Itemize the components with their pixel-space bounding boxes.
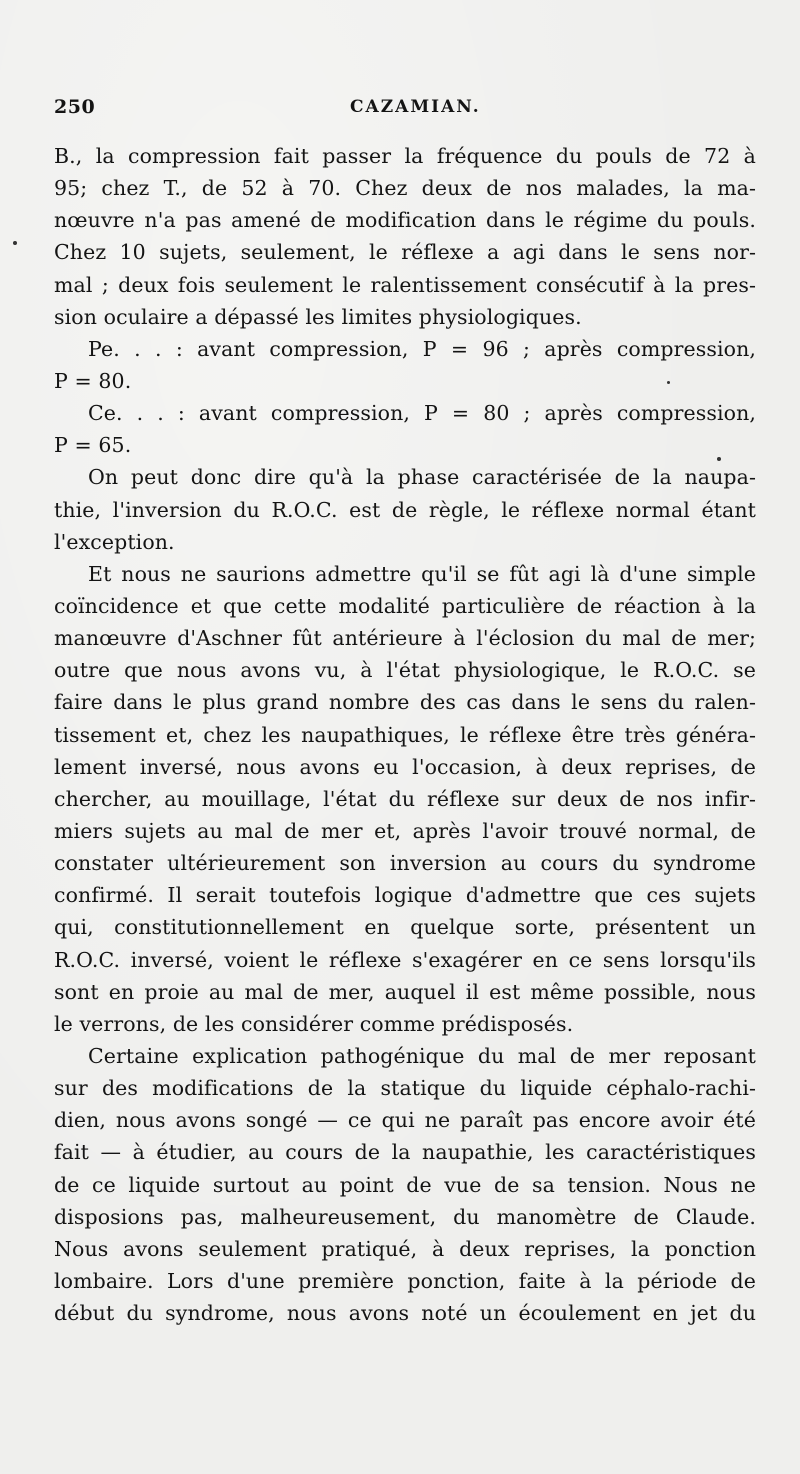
text-line: sur des modifications de la statique du liquide céphalo-rachi-	[54, 1076, 756, 1101]
text-line: dien, nous avons songé — ce qui ne paraît pas encore avoir été	[54, 1108, 756, 1133]
text-line: On peut donc dire qu'à la phase caractérisée de la naupa-	[88, 465, 756, 490]
page-header	[54, 96, 754, 126]
text-line: coïncidence et que cette modalité particulière de réaction à la	[54, 593, 756, 618]
text-line: mal ; deux fois seulement le ralentissement consécutif à la pres-	[54, 272, 756, 297]
text-line: faire dans le plus grand nombre des cas dans le sens du ralen-	[54, 690, 756, 715]
text-line: le verrons, de les considérer comme prédisposés.	[54, 1011, 574, 1036]
text-line: Certaine explication pathogénique du mal de mer reposant	[88, 1043, 756, 1068]
text-line: P = 65.	[54, 433, 132, 458]
text-line: sion oculaire a dépassé les limites physiologiques.	[54, 304, 582, 329]
text-line: lombaire. Lors d'une première ponction, faite à la période de	[54, 1268, 756, 1293]
text-line: constater ultérieurement son inversion au cours du syndrome	[54, 851, 756, 876]
text-line: manœuvre d'Aschner fût antérieure à l'éclosion du mal de mer;	[54, 626, 756, 651]
text-line: chercher, au mouillage, l'état du réflexe sur deux de nos infir-	[54, 786, 756, 811]
text-line: R.O.C. inversé, voient le réflexe s'exagérer en ce sens lorsqu'ils	[54, 947, 756, 972]
text-line: outre que nous avons vu, à l'état physiologique, le R.O.C. se	[54, 658, 756, 683]
text-line: disposions pas, malheureusement, du manomètre de Claude.	[54, 1204, 756, 1229]
text-line: l'exception.	[54, 529, 175, 554]
scan-speck	[13, 241, 17, 245]
text-line: B., la compression fait passer la fréquence du pouls de 72 à	[54, 144, 756, 168]
text-line: P = 80.	[54, 368, 132, 393]
text-line: qui, constitutionnellement en quelque sorte, présentent un	[54, 915, 756, 940]
text-line: sont en proie au mal de mer, auquel il est même possible, nous	[54, 979, 756, 1004]
text-line: thie, l'inversion du R.O.C. est de règle, le réflexe normal étant	[54, 497, 756, 522]
text-line: 95; chez T., de 52 à 70. Chez deux de nos malades, la ma-	[54, 176, 756, 201]
scan-speck	[717, 457, 721, 461]
text-line: confirmé. Il serait toutefois logique d'admettre que ces sujets	[54, 883, 756, 908]
text-line: Chez 10 sujets, seulement, le réflexe a agi dans le sens nor-	[54, 240, 756, 265]
running-head: CAZAMIAN.	[350, 97, 481, 117]
text-line: Et nous ne saurions admettre qu'il se fût agi là d'une simple	[88, 561, 756, 586]
text-line: Pe. . . : avant compression, P = 96 ; après compression,	[88, 336, 756, 361]
body-text	[54, 140, 756, 1329]
text-line: Ce. . . : avant compression, P = 80 ; après compression,	[88, 401, 756, 426]
text-line: tissement et, chez les naupathiques, le réflexe être très généra-	[54, 722, 756, 747]
scan-speck	[667, 381, 670, 384]
page-number: 250	[54, 96, 96, 118]
text-line: fait — à étudier, au cours de la naupathie, les caractéristiques	[54, 1140, 756, 1165]
text-line: nœuvre n'a pas amené de modification dans le régime du pouls.	[54, 208, 756, 233]
text-line: début du syndrome, nous avons noté un écoulement en jet du	[54, 1301, 756, 1326]
text-line: de ce liquide surtout au point de vue de sa tension. Nous ne	[54, 1172, 756, 1197]
text-line: miers sujets au mal de mer et, après l'avoir trouvé normal, de	[54, 818, 756, 843]
text-line: Nous avons seulement pratiqué, à deux reprises, la ponction	[54, 1236, 756, 1261]
text-line: lement inversé, nous avons eu l'occasion, à deux reprises, de	[54, 754, 756, 779]
